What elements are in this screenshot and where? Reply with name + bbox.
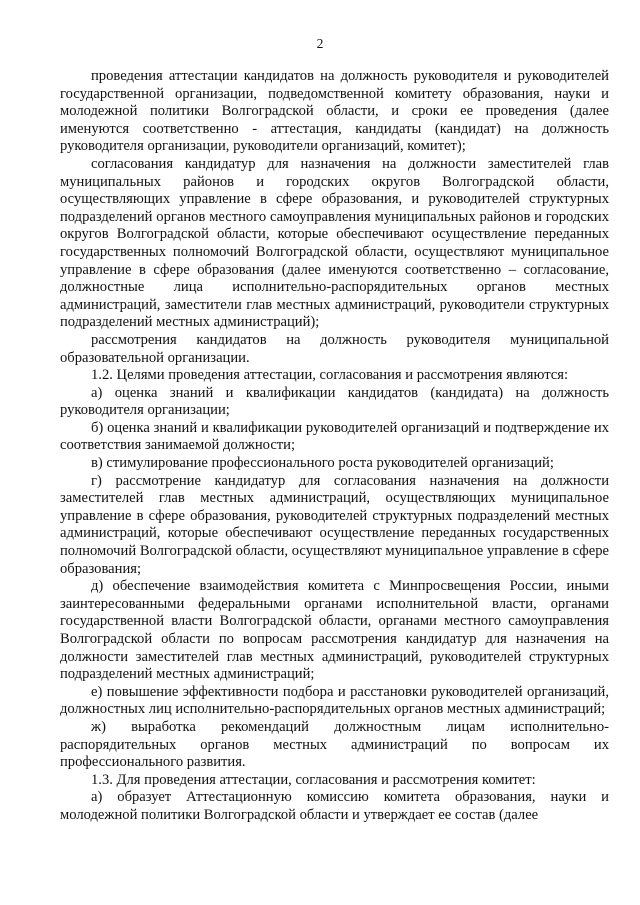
- paragraph-goal-d: д) обеспечение взаимодействия комитета с Минпросвещения России, иными заинтересованными федеральными органами исполнительной власти, органами государственной власти Волгоградской области, органами местного самоуправления Волгоградской области по вопросам рассмотрения кандидатур для назначения на должности заместителей глав местных администраций, руководителей структурных подразделений местных администраций;: [60, 578, 609, 683]
- paragraph-section-1-2-heading: 1.2. Целями проведения аттестации, согласования и рассмотрения являются:: [91, 367, 569, 384]
- paragraph-goal-g: г) рассмотрение кандидатур для согласования назначения на должности заместителей глав местных администраций, осуществляющих муниципальное управление в сфере образования, руководителей структурных подразделений местных администраций, которые обеспечивают осуществление переданных государственных полномочий Волгоградской области, осуществляют муниципальное управление в сфере образования;: [60, 472, 609, 577]
- paragraph-attestation-scope: проведения аттестации кандидатов на должность руководителя и руководителей государственной организации, подведомственной комитету образования, науки и молодежной политики Волгоградской области, и сроки ее проведения (далее именуются соответственно - аттестация, кандидаты (кандидат) на должность руководителя организации, руководители организаций, комитет);: [60, 68, 609, 155]
- paragraph-goal-zh: ж) выработка рекомендаций должностным лицам исполнительно-распорядительных органов местных администраций по вопросам их профессионального развития.: [60, 718, 609, 771]
- paragraph-section-1-3-heading: 1.3. Для проведения аттестации, согласования и рассмотрения комитет:: [91, 771, 536, 788]
- paragraph-goal-e: е) повышение эффективности подбора и расстановки руководителей организаций, должностных лиц исполнительно-распорядительных органов местных администраций;: [60, 683, 609, 718]
- paragraph-item-a: а) образует Аттестационную комиссию комитета образования, науки и молодежной политики Волгоградской области и утверждает ее состав (далее: [60, 789, 609, 823]
- paragraph-goal-a: а) оценка знаний и квалификации кандидатов (кандидата) на должность руководителя организации;: [60, 384, 609, 419]
- document-body: [60, 68, 609, 825]
- paragraph-goal-v: в) стимулирование профессионального роста руководителей организаций;: [91, 455, 554, 472]
- paragraph-approval-scope: согласования кандидатур для назначения на должности заместителей глав муниципальных районов и городских округов Волгоградской области, осуществляющих управление в сфере образования, и руководителей структурных подразделений органов местного самоуправления муниципальных районов и городских округов Волгоградской области, которые обеспечивают осуществление переданных государственных полномочий Волгоградской области, осуществляют муниципальное управление в сфере образования (далее именуются соответственно – согласование, должностные лица исполнительно-распорядительных органов местных администраций, заместители глав местных администраций, руководители структурных подразделений местных администраций);: [60, 155, 609, 331]
- paragraph-review-scope: рассмотрения кандидатов на должность руководителя муниципальной образовательной организации.: [60, 331, 609, 366]
- paragraph-goal-b: б) оценка знаний и квалификации руководителей организаций и подтверждение их соответствия занимаемой должности;: [60, 419, 609, 454]
- page-number: 2: [316, 36, 324, 51]
